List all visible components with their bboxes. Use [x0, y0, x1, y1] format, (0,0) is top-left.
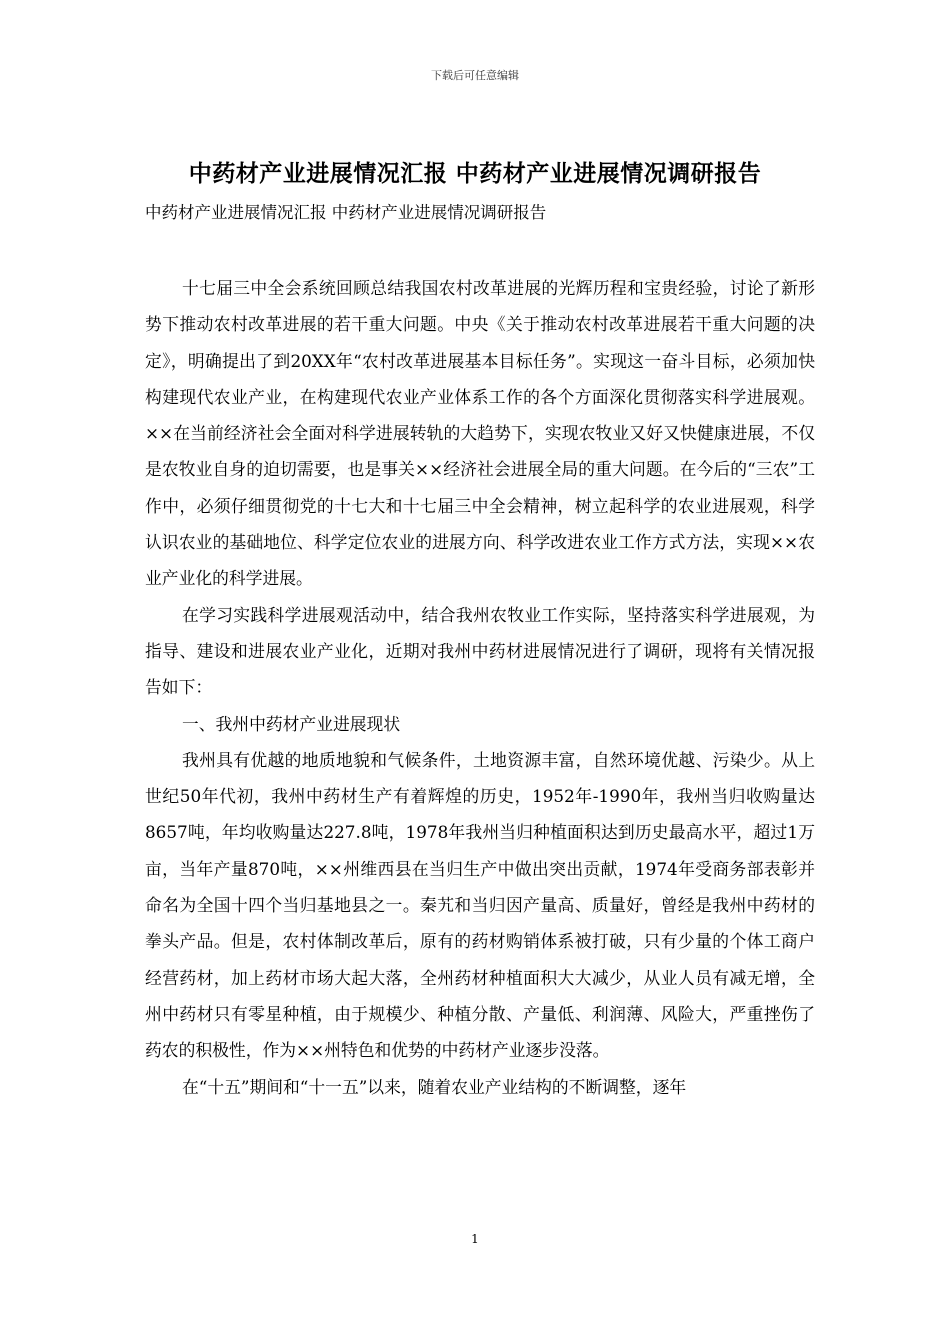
header-note: 下载后可任意编辑	[431, 69, 519, 82]
page-number: 1	[471, 1232, 479, 1246]
document-body	[145, 270, 815, 1105]
document-title: 中药材产业进展情况汇报 中药材产业进展情况调研报告	[188, 161, 762, 187]
paragraph: 在学习实践科学进展观活动中，结合我州农牧业工作实际，坚持落实科学进展观，为指导、建设和进展农业产业化，近期对我州中药材进展情况进行了调研，现将有关情况报告如下：	[145, 604, 815, 698]
paragraph: 我州具有优越的地质地貌和气候条件，土地资源丰富，自然环境优越、污染少。从上世纪50年代初，我州中药材生产有着辉煌的历史，1952年-1990年，我州当归收购量达8657吨，年均收购量达227.8吨，1978年我州当归种植面积达到历史最高水平，超过1万亩，当年产量870吨，××州维西县在当归生产中做出突出贡献，1974年受商务部表彰并命名为全国十四个当归基地县之一。秦艽和当归因产量高、质量好，曾经是我州中药材的拳头产品。但是，农村体制改革后，原有的药材购销体系被打破，只有少量的个体工商户经营药材，加上药材市场大起大落，全州药材种植面积大大减少，从业人员有减无增，全州中药材只有零星种植，由于规模少、种植分散、产量低、利润薄、风险大，严重挫伤了药农的积极性，作为××州特色和优势的中药材产业逐步没落。	[145, 749, 815, 1061]
document-subtitle: 中药材产业进展情况汇报 中药材产业进展情况调研报告	[145, 203, 547, 222]
paragraph: 十七届三中全会系统回顾总结我国农村改革进展的光辉历程和宝贵经验，讨论了新形势下推动农村改革进展的若干重大问题。中央《关于推动农村改革进展若干重大问题的决定》，明确提出了到20XX年“农村改革进展基本目标任务”。实现这一奋斗目标，必须加快构建现代农业产业，在构建现代农业产业体系工作的各个方面深化贯彻落实科学进展观。××在当前经济社会全面对科学进展转轨的大趋势下，实现农牧业又好又快健康进展，不仅是农牧业自身的迫切需要，也是事关××经济社会进展全局的重大问题。在今后的“三农”工作中，必须仔细贯彻党的十七大和十七届三中全会精神，树立起科学的农业进展观，科学认识农业的基础地位、科学定位农业的进展方向、科学改进农业工作方式方法，实现××农业产业化的科学进展。	[145, 278, 815, 589]
paragraph: 在“十五”期间和“十一五”以来，随着农业产业结构的不断调整，逐年	[181, 1076, 687, 1097]
section-heading: 一、我州中药材产业进展现状	[181, 713, 401, 734]
